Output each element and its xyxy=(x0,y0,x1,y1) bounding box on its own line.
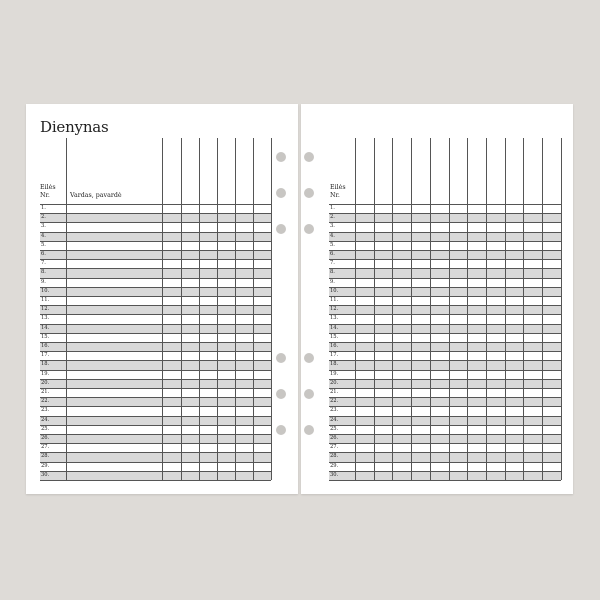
table-row xyxy=(40,379,271,388)
column-divider xyxy=(181,138,182,480)
table-row xyxy=(40,324,271,333)
row-number: 18. xyxy=(330,361,339,368)
row-divider xyxy=(329,232,561,233)
row-divider xyxy=(40,296,271,297)
binder-hole xyxy=(276,224,286,234)
table-row xyxy=(329,259,561,268)
row-divider xyxy=(40,434,271,435)
row-divider xyxy=(40,480,271,481)
table-row xyxy=(329,397,561,406)
row-divider xyxy=(40,452,271,453)
row-divider xyxy=(329,250,561,251)
table-row xyxy=(329,296,561,305)
row-divider xyxy=(329,351,561,352)
row-number: 24. xyxy=(41,416,50,423)
binder-hole xyxy=(276,425,286,435)
table-row xyxy=(40,259,271,268)
column-divider xyxy=(486,138,487,480)
table-row xyxy=(329,370,561,379)
table-row xyxy=(329,278,561,287)
left-page xyxy=(26,104,298,494)
row-divider xyxy=(329,222,561,223)
row-divider xyxy=(40,314,271,315)
column-header-number-line2: Nr. xyxy=(40,191,50,199)
table-row xyxy=(40,241,271,250)
table-row xyxy=(329,250,561,259)
table-row xyxy=(40,434,271,443)
table-row xyxy=(40,452,271,461)
row-number: 26. xyxy=(41,435,50,441)
row-divider xyxy=(40,232,271,233)
row-divider xyxy=(329,305,561,306)
binder-hole xyxy=(276,152,286,162)
row-divider xyxy=(329,287,561,288)
table-row xyxy=(329,324,561,333)
row-divider xyxy=(329,480,561,481)
table-row xyxy=(329,406,561,415)
binder-hole xyxy=(276,389,286,399)
binder-hole xyxy=(276,353,286,363)
row-divider xyxy=(329,333,561,334)
column-header-number-line1: Eilės xyxy=(330,184,346,191)
column-divider xyxy=(430,138,431,480)
row-number: 11. xyxy=(41,297,50,303)
table-row xyxy=(40,287,271,296)
row-number: 20. xyxy=(41,379,50,386)
table-row xyxy=(329,388,561,397)
row-number: 4. xyxy=(41,232,46,239)
row-number: 29. xyxy=(41,462,50,469)
table-row xyxy=(40,425,271,434)
row-divider xyxy=(329,360,561,361)
row-divider xyxy=(40,406,271,407)
row-divider xyxy=(40,471,271,472)
table-row xyxy=(40,360,271,369)
row-number: 10. xyxy=(41,287,50,294)
table-row xyxy=(40,406,271,415)
row-number: 7. xyxy=(41,260,46,267)
row-divider xyxy=(329,406,561,407)
row-divider xyxy=(329,241,561,242)
row-number: 28. xyxy=(41,453,50,460)
row-number: 30. xyxy=(41,471,50,478)
table-row xyxy=(40,296,271,305)
row-number: 1. xyxy=(330,205,335,211)
column-header-name: Vardas, pavardė xyxy=(70,192,122,199)
row-number: 15. xyxy=(41,333,50,340)
column-divider xyxy=(271,138,272,480)
row-number: 25. xyxy=(330,425,339,432)
column-divider xyxy=(374,138,375,480)
binder-hole xyxy=(304,224,314,234)
column-divider xyxy=(411,138,412,480)
row-divider xyxy=(40,204,271,205)
row-divider xyxy=(40,241,271,242)
table-row xyxy=(329,204,561,213)
row-number: 9. xyxy=(41,278,46,285)
row-divider xyxy=(40,388,271,389)
table-row xyxy=(40,314,271,323)
row-divider xyxy=(329,416,561,417)
row-number: 29. xyxy=(330,462,339,469)
row-number: 20. xyxy=(330,379,339,386)
table-row xyxy=(329,333,561,342)
table-row xyxy=(40,462,271,471)
row-divider xyxy=(40,462,271,463)
column-divider xyxy=(542,138,543,480)
row-divider xyxy=(329,259,561,260)
row-number: 7. xyxy=(330,260,335,267)
row-divider xyxy=(329,388,561,389)
table-row xyxy=(329,241,561,250)
row-number: 24. xyxy=(330,416,339,423)
row-number: 30. xyxy=(330,471,339,478)
row-divider xyxy=(40,250,271,251)
row-number: 18. xyxy=(41,361,50,368)
row-number: 2. xyxy=(330,214,335,221)
column-divider xyxy=(355,138,356,480)
row-number: 16. xyxy=(330,343,339,349)
table-row xyxy=(329,305,561,314)
column-divider xyxy=(392,138,393,480)
row-number: 21. xyxy=(330,389,339,395)
row-divider xyxy=(40,259,271,260)
row-number: 25. xyxy=(41,425,50,432)
row-number: 15. xyxy=(330,333,339,340)
right-page xyxy=(301,104,573,494)
row-divider xyxy=(40,342,271,343)
table-row xyxy=(329,425,561,434)
row-divider xyxy=(329,397,561,398)
table-row xyxy=(40,388,271,397)
row-number: 5. xyxy=(330,241,335,248)
column-divider xyxy=(561,138,562,480)
row-number: 1. xyxy=(41,205,46,211)
row-number: 12. xyxy=(41,306,50,313)
table-row xyxy=(329,351,561,360)
table-row xyxy=(329,462,561,471)
row-divider xyxy=(40,360,271,361)
table-row xyxy=(329,232,561,241)
row-number: 26. xyxy=(330,435,339,441)
row-divider xyxy=(40,443,271,444)
table-row xyxy=(329,268,561,277)
row-divider xyxy=(329,204,561,205)
column-header-number xyxy=(330,184,346,199)
row-number: 6. xyxy=(41,251,46,257)
row-divider xyxy=(40,222,271,223)
row-number: 11. xyxy=(330,297,339,303)
row-number: 2. xyxy=(41,214,46,221)
row-divider xyxy=(329,342,561,343)
table-row xyxy=(40,397,271,406)
table-row xyxy=(40,305,271,314)
row-divider xyxy=(329,278,561,279)
table-row xyxy=(329,342,561,351)
table-row xyxy=(329,379,561,388)
row-number: 4. xyxy=(330,232,335,239)
row-number: 27. xyxy=(41,444,50,451)
table-row xyxy=(329,416,561,425)
column-divider xyxy=(467,138,468,480)
row-number: 21. xyxy=(41,389,50,395)
binder-hole xyxy=(304,152,314,162)
row-divider xyxy=(40,425,271,426)
binder-hole xyxy=(276,188,286,198)
table-row xyxy=(40,351,271,360)
row-divider xyxy=(40,370,271,371)
table-row xyxy=(40,213,271,222)
row-divider xyxy=(40,416,271,417)
column-divider xyxy=(217,138,218,480)
row-number: 17. xyxy=(41,352,50,359)
row-number: 9. xyxy=(330,278,335,285)
column-divider xyxy=(505,138,506,480)
row-divider xyxy=(329,314,561,315)
row-divider xyxy=(40,379,271,380)
table-row xyxy=(329,222,561,231)
row-number: 27. xyxy=(330,444,339,451)
table-row xyxy=(329,287,561,296)
row-divider xyxy=(40,213,271,214)
row-number: 14. xyxy=(330,324,339,331)
binder-hole xyxy=(304,188,314,198)
row-number: 23. xyxy=(41,407,50,414)
row-divider xyxy=(329,296,561,297)
table-row xyxy=(40,268,271,277)
table-row xyxy=(40,232,271,241)
column-header-number xyxy=(40,184,56,199)
row-divider xyxy=(329,213,561,214)
column-divider xyxy=(449,138,450,480)
row-number: 8. xyxy=(41,269,46,276)
row-number: 3. xyxy=(330,223,335,230)
table-row xyxy=(329,452,561,461)
table-row xyxy=(329,471,561,480)
row-divider xyxy=(40,324,271,325)
table-row xyxy=(329,443,561,452)
row-divider xyxy=(40,397,271,398)
row-number: 19. xyxy=(330,370,339,377)
row-divider xyxy=(40,287,271,288)
row-divider xyxy=(329,462,561,463)
row-divider xyxy=(329,425,561,426)
row-divider xyxy=(329,379,561,380)
binder-hole xyxy=(304,389,314,399)
column-header-number-line2: Nr. xyxy=(330,191,340,199)
column-divider xyxy=(162,138,163,480)
row-number: 14. xyxy=(41,324,50,331)
row-divider xyxy=(329,434,561,435)
row-number: 6. xyxy=(330,251,335,257)
row-divider xyxy=(329,471,561,472)
row-divider xyxy=(329,268,561,269)
row-number: 28. xyxy=(330,453,339,460)
page-title: Dienynas xyxy=(40,118,109,136)
table-row xyxy=(40,342,271,351)
row-number: 17. xyxy=(330,352,339,359)
table-row xyxy=(40,333,271,342)
row-number: 16. xyxy=(41,343,50,349)
column-divider xyxy=(523,138,524,480)
row-number: 23. xyxy=(330,407,339,414)
row-divider xyxy=(40,305,271,306)
row-divider xyxy=(40,351,271,352)
row-number: 22. xyxy=(330,398,339,405)
row-divider xyxy=(329,370,561,371)
table-row xyxy=(329,314,561,323)
table-row xyxy=(40,222,271,231)
row-number: 10. xyxy=(330,287,339,294)
column-divider xyxy=(66,138,67,480)
column-divider xyxy=(235,138,236,480)
table-row xyxy=(40,471,271,480)
row-number: 8. xyxy=(330,269,335,276)
row-divider xyxy=(329,443,561,444)
table-row xyxy=(329,213,561,222)
row-divider xyxy=(329,324,561,325)
row-number: 13. xyxy=(330,315,339,322)
binder-hole xyxy=(304,353,314,363)
table-row xyxy=(40,370,271,379)
row-divider xyxy=(329,452,561,453)
table-row xyxy=(329,360,561,369)
row-number: 19. xyxy=(41,370,50,377)
row-divider xyxy=(40,268,271,269)
row-divider xyxy=(40,278,271,279)
table-row xyxy=(40,278,271,287)
row-number: 12. xyxy=(330,306,339,313)
table-row xyxy=(40,416,271,425)
table-row xyxy=(40,443,271,452)
table-row xyxy=(40,204,271,213)
row-number: 13. xyxy=(41,315,50,322)
column-divider xyxy=(253,138,254,480)
column-divider xyxy=(199,138,200,480)
table-row xyxy=(40,250,271,259)
column-header-number-line1: Eilės xyxy=(40,184,56,191)
row-number: 22. xyxy=(41,398,50,405)
row-number: 3. xyxy=(41,223,46,230)
row-number: 5. xyxy=(41,241,46,248)
binder-hole xyxy=(304,425,314,435)
row-divider xyxy=(40,333,271,334)
table-row xyxy=(329,434,561,443)
